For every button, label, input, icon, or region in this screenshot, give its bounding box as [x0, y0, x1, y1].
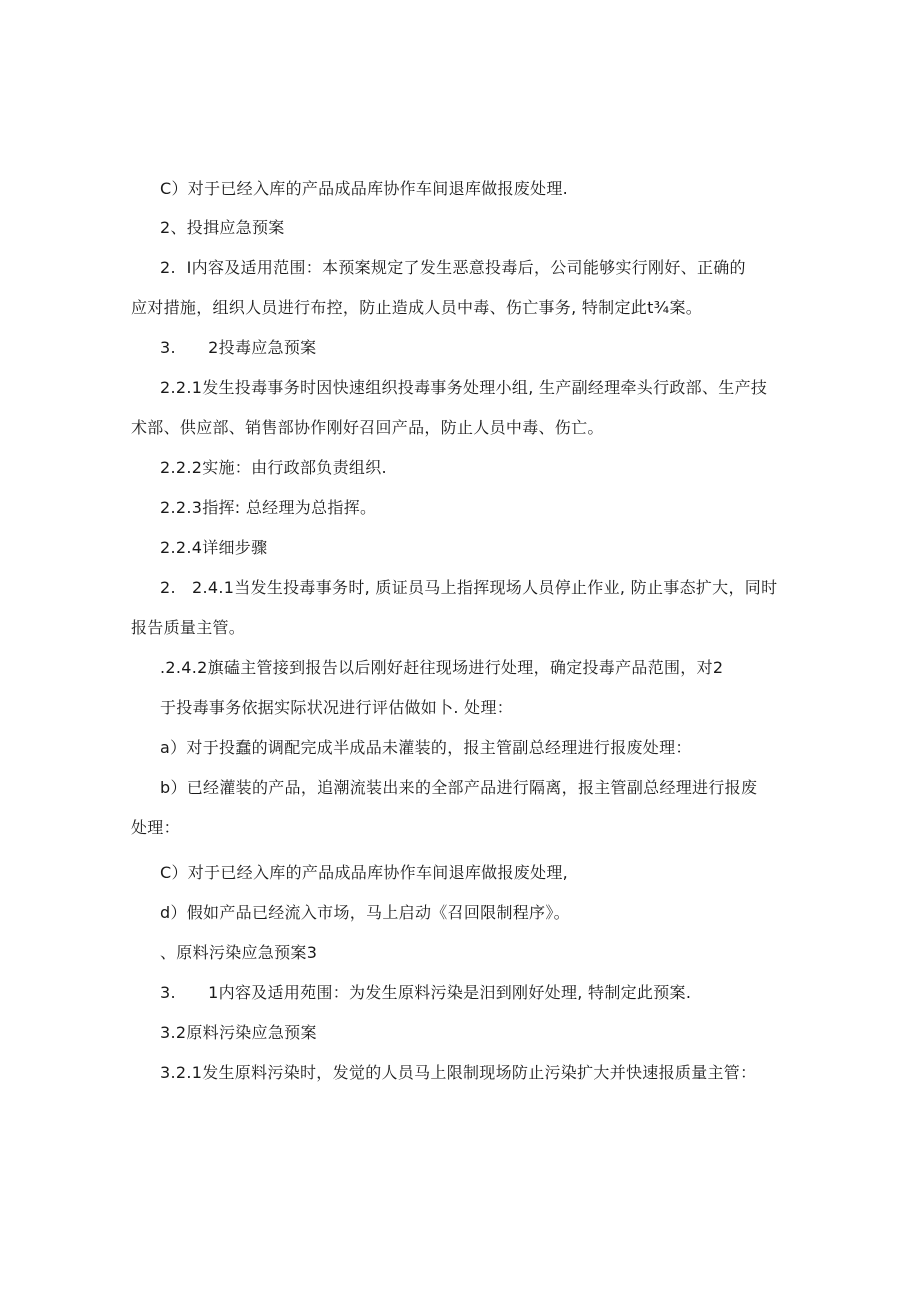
text-line-3-2-1: 3.2.1发生原料污染时，发觉的人员马上限制现场防止污染扩大并快速报质量主管： [160, 1063, 757, 1082]
text-line-section-3-heading: 、原料污染应急预案3 [160, 943, 318, 962]
text-line-3-2-heading: 3.2原料污染应急预案 [160, 1023, 317, 1042]
text-line-item-b-cont: 处理： [131, 818, 180, 837]
text-line-2-2-4-1: 2. 2.4.1当发生投毒事务时, 质证员马上指挥现场人员停止作业, 防止事态扩大，同时 [160, 578, 778, 597]
text-line-2-2-1: 2.2.1发生投毒事务时因快速组织投毒事务处理小组, 生产副经理牵头行政部、生产技 [160, 378, 768, 397]
text-line-item-c-2: C）对于已经入库的产品成品库协作车间退库做报废处理, [160, 863, 569, 882]
text-line-2-2-4-2-cont: 于投毒事务依据实际状况进行评估做如卜. 处理： [160, 698, 514, 717]
text-line-3-1-scope: 3. 1内容及适用苑围：为发生原料污染是汨到刚好处理, 特制定此预案. [160, 983, 692, 1002]
text-line-item-d: d）假如产品已经流入市场，马上启动《召回限制程序》。 [160, 903, 570, 922]
text-line-item-b: b）已经灌装的产品，追潮流装出来的全部产品进行隔离，报主管副总经理进行报废 [160, 778, 758, 797]
text-line-2-2-heading: 3. 2投毒应急预案 [160, 338, 317, 357]
text-line-2-2-4: 2.2.4详细步骤 [160, 538, 268, 557]
text-line-2-2-1-cont: 术部、供应部、销售部协作刚好召回产品，防止人员中毒、伤亡。 [131, 418, 604, 437]
text-line-item-a: a）对于投蠢的调配完成半成品未灌装的，报主管副总经理进行报废处理： [160, 738, 692, 757]
text-line-2-1-scope-cont: 应对措施，组织人员进行布控，防止造成人员中毒、伤亡事务, 特制定此t¾案。 [131, 298, 703, 317]
text-line-2-2-4-1-cont: 报告质量主管。 [131, 618, 246, 637]
text-line-2-2-4-2: .2.4.2旗磕主管接到报告以后刚好赶往现场进行处理，确定投毒产品范围，对2 [160, 658, 724, 677]
text-line-2-2-2: 2.2.2实施：由行政部负责组织. [160, 458, 387, 477]
text-line-item-c-1: C）对于已经入库的产品成品库协作车间退库做报废处理. [160, 179, 569, 198]
text-line-section-2-heading: 2、投揖应急预案 [160, 218, 285, 237]
text-line-2-2-3: 2.2.3指挥: 总经理为总指挥。 [160, 498, 377, 517]
text-line-2-1-scope: 2. I内容及适用范围：本预案规定了发生恶意投毒后，公司能够实行刚好、正确的 [160, 258, 746, 277]
